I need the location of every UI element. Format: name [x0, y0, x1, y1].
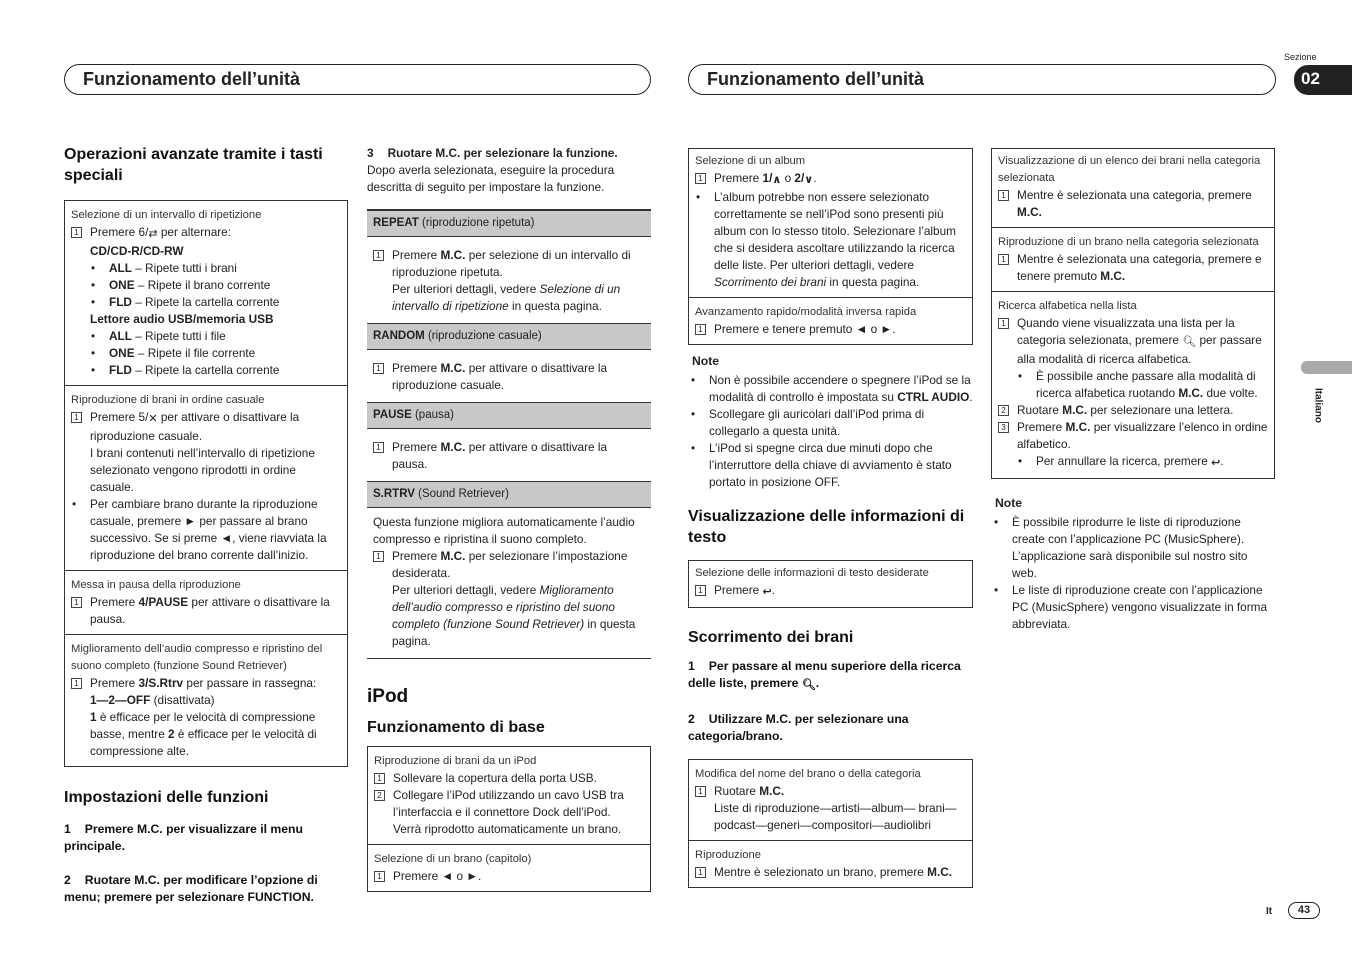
random-1c: per attivare o disattivare la riproduzione casuale.: [392, 361, 608, 392]
step-1-icon: 1: [373, 250, 384, 261]
opt-one-text: – Ripete il brano corrente: [134, 278, 271, 292]
ipod-play-section: [368, 747, 650, 844]
random-body: [367, 350, 651, 403]
play-category-section: [992, 227, 1274, 291]
repeat-header: [367, 209, 651, 237]
shuffle-icon: ✕: [148, 413, 158, 425]
search-icon: 🔍︎: [1182, 336, 1197, 348]
alpha-1b: per passare alla modalità di ricerca alfabetica.: [1017, 333, 1262, 366]
view-list-section: [992, 149, 1274, 227]
step-1-icon: 1: [71, 678, 82, 689]
repeat-icon: ⇄: [148, 228, 158, 240]
album-bullet-a: L’album potrebbe non essere selezionato correttamente se nell’iPod sono presenti più album con lo stesso titolo. Selezionare l’album che si desidera ascoltare utilizzando la ricerca delle liste. Per ulteriori dettagli, vedere: [714, 190, 956, 272]
album-1a: Premere: [714, 171, 763, 185]
opt-fld-2-text: – Ripete la cartella corrente: [131, 363, 280, 377]
random-header: [367, 324, 651, 350]
text-info-title: Selezione delle informazioni di testo desiderate: [695, 567, 929, 579]
play-category-1a: Mentre è selezionata una categoria, premere e tenere premuto: [1017, 252, 1262, 283]
album-bullet-link: Scorrimento dei brani: [714, 275, 827, 289]
srt-d4: è efficace per le velocità di compressione alte.: [90, 727, 317, 758]
step-1-icon: 1: [71, 597, 82, 608]
album-key-1: 1/: [762, 171, 773, 185]
album-1c: o: [781, 171, 795, 185]
ipod-step-1: Sollevare la copertura della porta USB.: [393, 771, 597, 785]
repeat-title: Selezione di un intervallo di ripetizione: [71, 209, 262, 221]
heading-ipod: iPod: [367, 686, 409, 707]
step-1-icon: 1: [71, 412, 82, 423]
pause-step-c: per attivare o disattivare la pausa.: [90, 595, 330, 626]
play-section: [689, 840, 972, 887]
alpha-2-key: M.C.: [1062, 403, 1088, 417]
srt-d2: è efficace per le velocità di compressione basse, mentre: [90, 710, 316, 741]
random-step-b: per attivare o disattivare la riproduzione casuale.: [90, 410, 300, 443]
modify-section: [689, 760, 972, 840]
pause-header: [367, 403, 651, 429]
language-label: Italiano: [1312, 387, 1324, 423]
srt-options-text: (disattivata): [150, 693, 215, 707]
step-1-icon: 1: [373, 363, 384, 374]
down-icon: ∨: [804, 174, 814, 186]
repeat-body: [367, 237, 651, 324]
opt-all-2: ALL: [109, 329, 132, 343]
random-section: Riproduzione di brani in ordine casuale 1 Premere 5/✕ per attivare o disattivare la riproduzione casuale. I brani contenuti nell’intervallo di ripetizione selezionato vengono riprodotti in ordine casuale. • Per cambiare brano durante la riproduzione casuale, premere ► per passare al brano successivo. Se si preme ◄, viene riavviata la riproduzione del brano corrente dall’inizio.: [65, 385, 347, 570]
note-1a: Non è possibile accendere o spegnere l’iPod se la modalità di controllo è impostata su: [709, 373, 971, 404]
alpha-title: Ricerca alfabetica nella lista: [998, 300, 1137, 312]
srtrv-1f: in questa pagina.: [392, 617, 636, 648]
srt-options: 1—2—OFF: [90, 693, 151, 707]
album-bullet-c: in questa pagina.: [826, 275, 920, 289]
note-1b: CTRL AUDIO: [897, 390, 970, 404]
srtrv-1a: Premere: [392, 549, 441, 563]
back-icon: ↩: [1211, 457, 1221, 469]
album-key-2: 2/: [794, 171, 805, 185]
srtrv-header: [367, 482, 651, 508]
repeat-1a: Premere: [392, 248, 441, 262]
step-2-icon: 2: [374, 790, 385, 801]
right-header: Funzionamento dell’unità: [688, 64, 1276, 95]
repeat-sub: (riproduzione ripetuta): [418, 217, 535, 229]
section-label: Sezione: [1284, 52, 1317, 62]
chapter-title: Selezione di un brano (capitolo): [374, 853, 532, 865]
pause-key: 4/PAUSE: [138, 595, 189, 609]
pause-1a: Premere: [392, 440, 441, 454]
step-3-text: Dopo averla selezionata, eseguire la procedura descritta di seguito per impostare la funzione.: [367, 163, 615, 194]
repeat-step-a: Premere 6/: [90, 225, 149, 239]
heading-basic: Funzionamento di base: [367, 719, 545, 736]
back-icon: ↩: [762, 586, 772, 598]
step-1-icon: 1: [695, 324, 706, 335]
opt-one-2-text: – Ripete il file corrente: [134, 346, 256, 360]
footer-lang: It: [1266, 906, 1273, 917]
heading-settings: Impostazioni delle funzioni: [64, 789, 269, 806]
alpha-3c: per visualizzare l’elenco in ordine alfabetico.: [1017, 420, 1268, 451]
note2-2: Le liste di riproduzione create con l’applicazione PC (MusicSphere) vengono visualizzate in forma abbreviata.: [1012, 583, 1268, 631]
mc-label: M.C.: [440, 361, 466, 375]
note2-1: È possibile riprodurre le liste di riproduzione create con l’applicazione PC (MusicSphere). L’applicazione sarà disponibile sul nostro sito web.: [1012, 515, 1248, 580]
modify-key: M.C.: [759, 784, 785, 798]
pause-body: [367, 429, 651, 482]
srtrv-desc: Questa funzione migliora automaticamente l’audio compresso e ripristina il suono completo.: [373, 515, 635, 546]
settings-step-1: Premere M.C. per visualizzare il menu principale.: [64, 822, 303, 853]
section-number: 02: [1294, 65, 1352, 95]
ipod-step-2: Collegare l’iPod utilizzando un cavo USB tra l’interfaccia e il connettore Dock dell’iPod.: [393, 788, 624, 819]
repeat-1c: per selezione di un intervallo di riproduzione ripetuta.: [392, 248, 631, 279]
step-1-icon: 1: [998, 190, 1009, 201]
scroll-step-num-2: 2: [688, 712, 695, 726]
mc-label: M.C.: [440, 549, 466, 563]
srt-step-a: Premere: [90, 676, 139, 690]
mc-label: M.C.: [440, 248, 466, 262]
ff-section: [689, 297, 972, 344]
up-icon: ∧: [772, 174, 782, 186]
random-step-a: Premere 5/: [90, 410, 149, 424]
repeat-name: REPEAT: [373, 217, 419, 229]
opt-all-2-text: – Ripete tutti i file: [131, 329, 226, 343]
step-1-icon: 1: [374, 871, 385, 882]
play-category-key: M.C.: [1100, 269, 1126, 283]
opt-all: ALL: [109, 261, 132, 275]
alpha-3-key: M.C.: [1065, 420, 1091, 434]
heading-text-info: Visualizzazione delle informazioni di testo: [688, 508, 965, 546]
view-list-title: Visualizzazione di un elenco dei brani nella categoria selezionata: [998, 155, 1261, 184]
note-3: L’iPod si spegne circa due minuti dopo che l’interruttore della chiave di avviamento è stato portato in posizione OFF.: [709, 441, 952, 489]
srt-step-c: per passare in rassegna:: [183, 676, 317, 690]
search-icon: 🔍︎: [801, 679, 816, 691]
srtrv-sub: (Sound Retriever): [414, 488, 509, 500]
special-keys-box: [64, 200, 348, 767]
opt-all-text: – Ripete tutti i brani: [131, 261, 237, 275]
step-1-icon: 1: [373, 551, 384, 562]
opt-fld: FLD: [109, 295, 132, 309]
cd-label: CD/CD-R/CD-RW: [90, 244, 184, 258]
column-2: [367, 145, 651, 908]
srtrv-1e: Miglioramento dell’audio compresso e ripristino del suono completo (funzione Sound Retriever): [392, 583, 615, 631]
srtrv-1d: Per ulteriori dettagli, vedere: [392, 583, 540, 597]
step-1-icon: 1: [374, 773, 385, 784]
note-2: Scollegare gli auricolari dall’iPod prima di collegarlo a questa unità.: [709, 407, 925, 438]
column-1: [64, 140, 348, 923]
alpha-search-section: Ricerca alfabetica nella lista 1 Quando viene visualizzata una lista per la categoria selezionata, premere 🔍︎ per passare alla modalità di ricerca alfabetica. • È possibile anche passare alla modalità di ricerca alfabetica ruotando M.C. due volte. 2 Ruotare M.C. per selezionare una lettera. 3 Premere M.C. per visualizzare l’elenco in ordine alfabetico. • Per annullare la ricerca, premere ↩.: [992, 291, 1274, 478]
alpha-b1c: due volte.: [1203, 386, 1258, 400]
modify-title: Modifica del nome del brano o della categoria: [695, 768, 921, 780]
step-num-1: 1: [64, 822, 71, 836]
column-4: Visualizzazione di un elenco dei brani nella categoria selezionata 1 Mentre è selezionata una categoria, premere M.C. Riproduzione di un brano nella categoria selezionata 1 Mentre è selezionata una categoria, premere e tenere premuto M.C. Ricerca alfabetica nella lista 1 Quando viene visualizzata una lista per la categoria selezionata, premere 🔍︎ per passare alla modalità di ricerca alfabetica. • È possibile anche passare alla modalità di ricerca alfabetica ruotando M.C. due volte. 2 Ruotare M.C. per selezionare una lettera. 3 Premere M.C. per visualizzare l’elenco in ordine alfabetico. • Per annullare la ricerca, premere ↩. Note • È possibile riprodurre le liste di riproduzione create con l’applicazione PC (MusicSphere). L’applicazione sarà disponibile sul nostro sito web. • Le liste di riproduzione create con l’applicazione PC (MusicSphere) vengono visualizzate in forma abbreviata.: [991, 148, 1275, 633]
step-3-icon: 3: [998, 422, 1009, 433]
step-1-icon: 1: [695, 585, 706, 596]
mc-label: M.C.: [440, 440, 466, 454]
random-title: Riproduzione di brani in ordine casuale: [71, 394, 265, 406]
pause-name: PAUSE: [373, 409, 412, 421]
opt-one: ONE: [109, 278, 135, 292]
srtrv-name: S.RTRV: [373, 488, 415, 500]
repeat-1d: Per ulteriori dettagli, vedere: [392, 282, 540, 296]
step-1-icon: 1: [998, 318, 1009, 329]
text-info-step: Premere: [714, 583, 763, 597]
sound-retriever-section: [65, 634, 347, 766]
step-1-icon: 1: [373, 442, 384, 453]
step-3: Ruotare M.C. per selezionare la funzione.: [387, 146, 618, 160]
pause-1c: per attivare o disattivare la pausa.: [392, 440, 608, 471]
album-section: Selezione di un album 1 Premere 1/∧ o 2/∨. • L’album potrebbe non essere selezionato correttamente se nell’iPod sono presenti più album con lo stesso titolo. Selezionare l’album che si desidera ascoltare utilizzando la ricerca delle liste. Per ulteriori dettagli, vedere Scorrimento dei brani in questa pagina.: [689, 149, 972, 297]
step-num-2: 2: [64, 873, 71, 887]
alpha-2a: Ruotare: [1017, 403, 1063, 417]
usb-label: Lettore audio USB/memoria USB: [90, 312, 274, 326]
scroll-step-1: Per passare al menu superiore della ricerca delle liste, premere: [688, 659, 961, 690]
play-category-title: Riproduzione di un brano nella categoria selezionata: [998, 236, 1259, 248]
alpha-b1a: È possibile anche passare alla modalità di ricerca alfabetica ruotando: [1036, 369, 1256, 400]
step-num-3: 3: [367, 146, 374, 160]
ff-title: Avanzamento rapido/modalità inversa rapida: [695, 306, 917, 318]
view-list-key: M.C.: [1017, 205, 1042, 219]
srtrv-body: [367, 508, 651, 659]
column-3: Selezione di un album 1 Premere 1/∧ o 2/∨. • L’album potrebbe non essere selezionato correttamente se nell’iPod sono presenti più album con lo stesso titolo. Selezionare l’album che si desidera ascoltare utilizzando la ricerca delle liste. Per ulteriori dettagli, vedere Scorrimento dei brani in questa pagina. Avanzamento rapido/modalità inversa rapida 1 Premere e tenere premuto ◄ o ►. Note • Non è possibile accendere o spegnere l’iPod se la modalità di controllo è impostata su CTRL AUDIO. • Scollegare gli auricolari dall’iPod prima di collegarlo a questa unità. • L’iPod si spegne circa due minuti dopo che l’interruttore della chiave di avviamento è stato portato in posizione OFF. Visualizzazione delle informazioni di testo Selezione delle informazioni di testo desiderate 1 Premere ↩. Scorrimento dei brani 1 Per passare al menu superiore della ricerca delle liste, premere 🔍︎. 2 Utilizzare M.C. per selezionare una categoria/brano. Modifica del nome del brano o della categoria 1 Ruotare M.C. Liste di riproduzione—artisti—album— brani—podcast—generi—compositori—audiolibri Riproduzione 1 Mentre è selezionato un brano, premere M.C.: [688, 148, 973, 904]
srt-key: 3/S.Rtrv: [138, 676, 184, 690]
page-number: 43: [1288, 902, 1320, 919]
alpha-1a: Quando viene visualizzata una lista per la categoria selezionata, premere: [1017, 316, 1235, 347]
ipod-step-2b: Verrà riprodotto automaticamente un brano.: [393, 822, 622, 836]
ff-step-1: Premere e tenere premuto ◄ o ►.: [714, 322, 896, 336]
text-info-box: [688, 560, 973, 608]
text-info-section: Selezione delle informazioni di testo desiderate 1 Premere ↩.: [689, 561, 972, 607]
srt-title: Miglioramento dell’audio compresso e ripristino del suono completo (funzione Sound Retriever): [71, 643, 323, 672]
ipod-box: [367, 746, 651, 892]
alpha-2c: per selezionare una lettera.: [1087, 403, 1234, 417]
play-key: M.C.: [927, 865, 953, 879]
step-2-icon: 2: [998, 405, 1009, 416]
modify-list: Liste di riproduzione—artisti—album— brani—podcast—generi—compositori—audiolibri: [714, 801, 957, 832]
heading-scroll: Scorrimento dei brani: [688, 629, 854, 646]
step-1-icon: 1: [695, 173, 706, 184]
repeat-step-b: per alternare:: [157, 225, 232, 239]
ipod-play-title: Riproduzione di brani da un iPod: [374, 755, 537, 767]
random-bullet: Per cambiare brano durante la riproduzione casuale, premere ► per passare al brano successivo. Se si preme ◄, viene riavviata la riproduzione del brano corrente dall’inizio.: [90, 497, 327, 562]
chapter-step-1: Premere ◄ o ►.: [393, 869, 482, 883]
note-1c: .: [969, 390, 973, 404]
step-1-icon: 1: [695, 786, 706, 797]
album-title: Selezione di un album: [695, 155, 806, 167]
step-1-icon: 1: [71, 227, 82, 238]
step-1-icon: 1: [998, 254, 1009, 265]
note-heading: Note: [692, 354, 720, 368]
play-1a: Mentre è selezionato un brano, premere: [714, 865, 928, 879]
opt-one-2: ONE: [109, 346, 135, 360]
repeat-1f: in questa pagina.: [508, 299, 602, 313]
srt-d1: 1: [90, 710, 97, 724]
random-name: RANDOM: [373, 330, 425, 342]
modify-1a: Ruotare: [714, 784, 760, 798]
left-header: Funzionamento dell’unità: [64, 64, 651, 95]
scroll-step-num-1: 1: [688, 659, 695, 673]
pause-sub: (pausa): [411, 409, 454, 421]
alpha-b1-key: M.C.: [1178, 386, 1204, 400]
random-desc: I brani contenuti nell’intervallo di ripetizione selezionato vengono riprodotti in ordine casuale.: [90, 446, 315, 494]
alpha-b2: Per annullare la ricerca, premere: [1036, 454, 1212, 468]
play-title: Riproduzione: [695, 849, 761, 861]
pause-section: [65, 570, 347, 634]
random-sub: (riproduzione casuale): [424, 330, 542, 342]
note-heading-2: Note: [995, 496, 1023, 510]
opt-fld-2: FLD: [109, 363, 132, 377]
chapter-section: [368, 844, 650, 891]
list-box: [991, 148, 1275, 479]
pause-title: Messa in pausa della riproduzione: [71, 579, 241, 591]
heading-ops: Operazioni avanzate tramite i tasti speciali: [64, 146, 323, 184]
step-1-icon: 1: [695, 867, 706, 878]
srt-d3: 2: [168, 727, 175, 741]
album-box: [688, 148, 973, 345]
scroll-step-2: Utilizzare M.C. per selezionare una categoria/brano.: [688, 712, 909, 743]
opt-fld-text: – Ripete la cartella corrente: [131, 295, 280, 309]
settings-step-2: Ruotare M.C. per modificare l’opzione di menu; premere per selezionare FUNCTION.: [64, 873, 318, 904]
pause-step-a: Premere: [90, 595, 139, 609]
repeat-1e: Selezione di un intervallo di ripetizione: [392, 282, 621, 313]
srtrv-1c: per selezionare l’impostazione desiderata.: [392, 549, 628, 580]
modify-box: [688, 759, 973, 888]
random-1a: Premere: [392, 361, 441, 375]
view-list-1a: Mentre è selezionata una categoria, premere: [1017, 188, 1252, 202]
repeat-section: Selezione di un intervallo di ripetizione 1 Premere 6/⇄ per alternare: CD/CD-R/CD-RW • ALL – Ripete tutti i brani • ONE – Ripete il brano corrente • FLD – Ripete la cartella corrente Lettore audio USB/memoria USB • ALL – Ripete tutti i file • ONE – Ripete il file corrente • FLD – Ripete la cartella corrente: [65, 201, 347, 385]
alpha-3a: Premere: [1017, 420, 1066, 434]
language-tab: [1301, 361, 1352, 374]
